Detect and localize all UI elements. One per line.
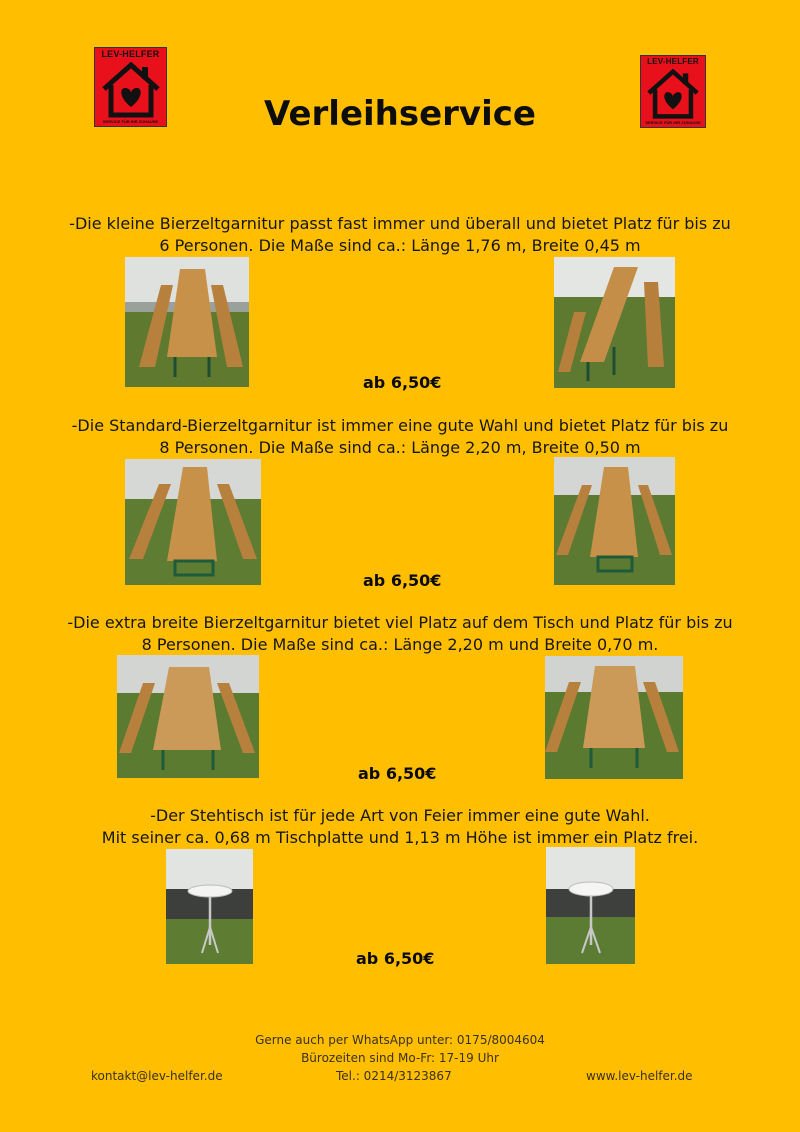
product-photo-bench-set-standard-alt xyxy=(554,457,675,585)
section-description xyxy=(0,805,800,849)
product-photo-bench-set-wide xyxy=(117,655,259,778)
footer-hours: Bürozeiten sind Mo-Fr: 17-19 Uhr xyxy=(301,1051,499,1065)
logo-brand-text: LEV-HELFER xyxy=(101,49,160,59)
product-photo-standing-table-alt xyxy=(546,847,635,964)
description-line: -Die Standard-Bierzeltgarnitur ist immer eine gute Wahl und bietet Platz für bis zu xyxy=(71,416,729,435)
description-line: 6 Personen. Die Maße sind ca.: Länge 1,76 m, Breite 0,45 m xyxy=(159,236,641,255)
footer-phone: Tel.: 0214/3123867 xyxy=(336,1069,452,1083)
product-photo-bench-set-wide-alt xyxy=(545,656,683,779)
product-photo-bench-set-standard xyxy=(125,459,261,585)
page-title: Verleihservice xyxy=(264,94,536,134)
footer-whatsapp: Gerne auch per WhatsApp unter: 0175/8004604 xyxy=(255,1033,545,1047)
description-line: 8 Personen. Die Maße sind ca.: Länge 2,20 m und Breite 0,70 m. xyxy=(141,635,659,654)
section-description xyxy=(0,213,800,257)
product-photo-standing-table xyxy=(166,849,253,964)
footer-email-link[interactable]: kontakt@lev-helfer.de xyxy=(91,1069,223,1083)
product-photo-bench-set-small xyxy=(125,257,249,387)
logo-brand-text: LEV-HELFER xyxy=(647,57,699,66)
product-photo-bench-set-small-alt xyxy=(554,257,675,388)
description-line: Mit seiner ca. 0,68 m Tischplatte und 1,13 m Höhe ist immer ein Platz frei. xyxy=(101,828,699,847)
footer-website-link[interactable]: www.lev-helfer.de xyxy=(586,1069,693,1083)
section-description xyxy=(0,415,800,459)
section-description xyxy=(0,612,800,656)
description-line: -Die extra breite Bierzeltgarnitur bietet viel Platz auf dem Tisch und Platz für bis zu xyxy=(67,613,733,632)
description-line: 8 Personen. Die Maße sind ca.: Länge 2,20 m, Breite 0,50 m xyxy=(159,438,641,457)
logo-tagline: SERVICE FÜR IHR ZUHAUSE xyxy=(645,120,701,125)
price-label: ab 6,50€ xyxy=(356,949,435,968)
price-label: ab 6,50€ xyxy=(363,373,442,392)
price-label: ab 6,50€ xyxy=(363,571,442,590)
description-line: -Die kleine Bierzeltgarnitur passt fast immer und überall und bietet Platz für bis zu xyxy=(69,214,731,233)
price-label: ab 6,50€ xyxy=(358,764,437,783)
description-line: -Der Stehtisch ist für jede Art von Feier immer eine gute Wahl. xyxy=(150,806,650,825)
logo-tagline: SERVICE FÜR IHR ZUHAUSE xyxy=(102,119,159,124)
